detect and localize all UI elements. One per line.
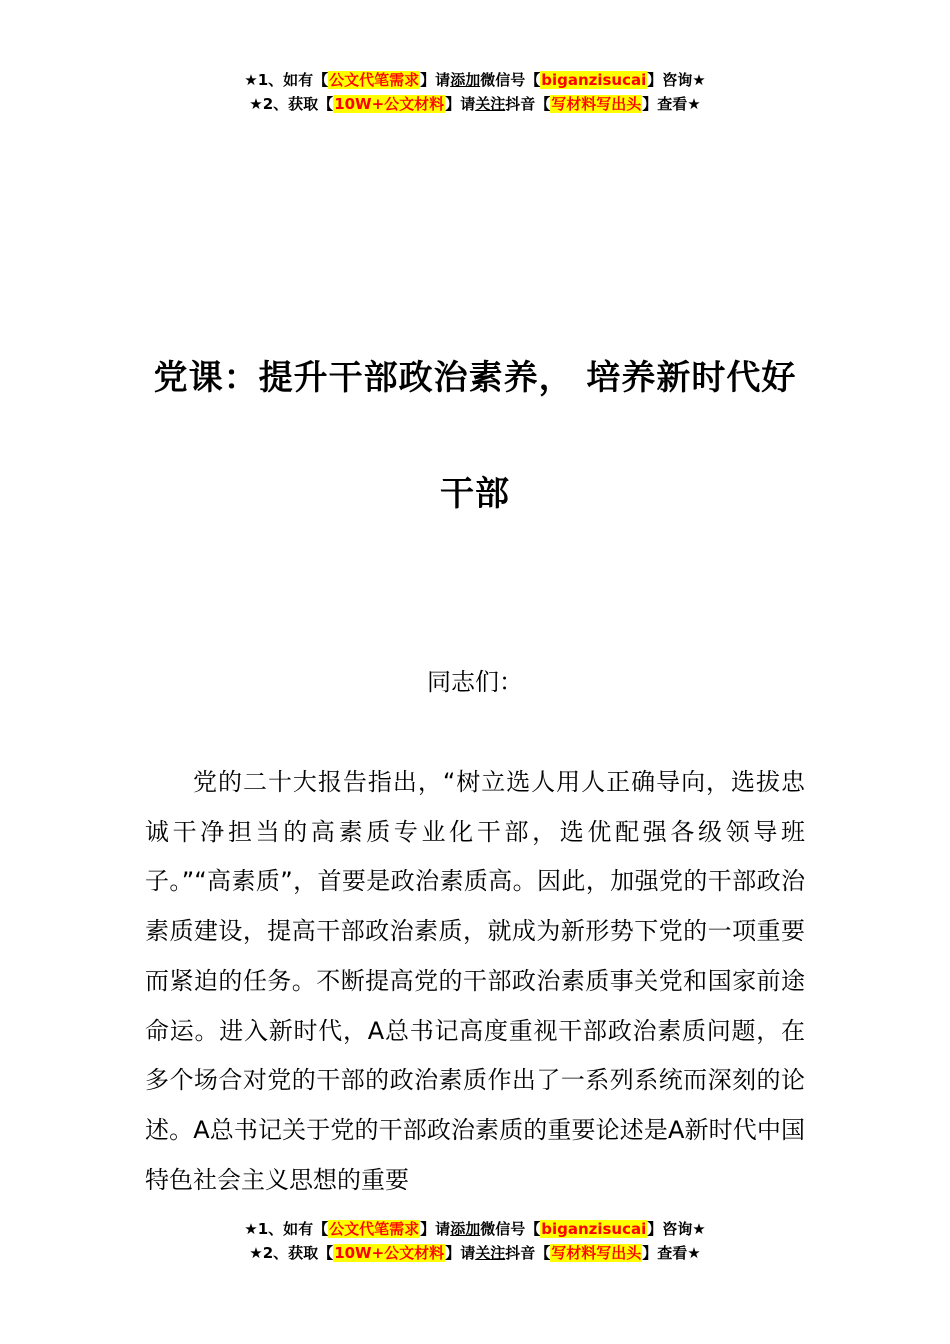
banner-line-2 xyxy=(0,92,950,116)
underlined-text: 添加 xyxy=(450,1220,481,1238)
banner-text: 微信号【 xyxy=(480,71,541,89)
banner-text: 】请 xyxy=(420,1220,451,1238)
wechat-id: biganzisucai xyxy=(541,1220,647,1238)
highlight-text: 10W+公文材料 xyxy=(334,95,445,113)
document-title-line-2: 干部 xyxy=(440,474,510,514)
banner-text: ★2、获取【 xyxy=(249,95,334,113)
highlight-text: 10W+公文材料 xyxy=(334,1244,445,1262)
banner-text: 】查看★ xyxy=(642,95,701,113)
douyin-account: 写材料写出头 xyxy=(551,95,642,113)
highlight-text: 公文代笔需求 xyxy=(329,71,420,89)
highlight-text: 公文代笔需求 xyxy=(329,1220,420,1238)
banner-text: ★2、获取【 xyxy=(249,1244,334,1262)
footer-banner xyxy=(0,1217,950,1265)
banner-text: 】请 xyxy=(445,1244,476,1262)
douyin-account: 写材料写出头 xyxy=(551,1244,642,1262)
banner-line-1 xyxy=(0,68,950,92)
banner-text: 抖音【 xyxy=(505,95,551,113)
banner-text: 微信号【 xyxy=(480,1220,541,1238)
banner-text: 】咨询★ xyxy=(647,71,706,89)
wechat-id: biganzisucai xyxy=(541,71,647,89)
banner-text: 抖音【 xyxy=(505,1244,551,1262)
document-title-line-1: 党课：提升干部政治素养， 培养新时代好 xyxy=(153,358,797,398)
underlined-text: 添加 xyxy=(450,71,481,89)
banner-line-1 xyxy=(0,1217,950,1241)
banner-text: 】查看★ xyxy=(642,1244,701,1262)
header-banner xyxy=(0,68,950,116)
greeting: 同志们： xyxy=(427,668,523,696)
banner-text: ★1、如有【 xyxy=(244,1220,329,1238)
banner-line-2 xyxy=(0,1241,950,1265)
underlined-text: 关注 xyxy=(475,1244,506,1262)
banner-text: 】请 xyxy=(420,71,451,89)
underlined-text: 关注 xyxy=(475,95,506,113)
banner-text: 】请 xyxy=(445,95,476,113)
banner-text: ★1、如有【 xyxy=(244,71,329,89)
banner-text: 】咨询★ xyxy=(647,1220,706,1238)
body-paragraph: 党的二十大报告指出，“树立选人用人正确导向，选拔忠诚干净担当的高素质专业化干部，选优配强各级领导班子。”“高素质”，首要是政治素质高。因此，加强党的干部政治素质建设，提高干部政治素质，就成为新形势下党的一项重要而紧迫的任务。不断提高党的干部政治素质事关党和国家前途命运。进入新时代，A总书记高度重视干部政治素质问题，在多个场合对党的干部的政治素质作出了一系列系统而深刻的论述。A总书记关于党的干部政治素质的重要论述是A新时代中国特色社会主义思想的重要 xyxy=(145,768,805,1194)
